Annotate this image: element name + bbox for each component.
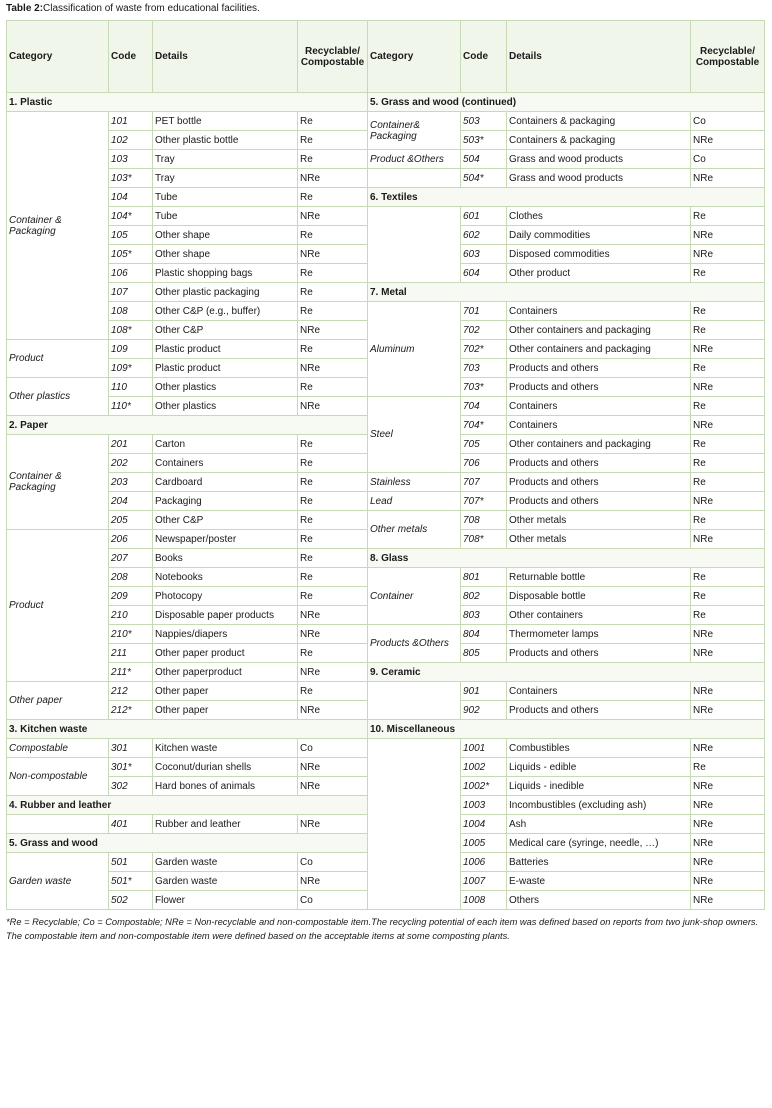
recyclable-cell: NRe <box>298 815 368 834</box>
code-cell: 108 <box>109 302 153 321</box>
detail-cell: Other C&P <box>153 511 298 530</box>
code-cell: 602 <box>461 226 507 245</box>
code-cell: 705 <box>461 435 507 454</box>
code-cell: 1007 <box>461 872 507 891</box>
table-row <box>7 625 765 644</box>
detail-cell: Containers <box>153 454 298 473</box>
table-row <box>7 568 765 587</box>
table-row <box>7 150 765 169</box>
recyclable-cell: Re <box>691 359 765 378</box>
detail-cell: Other C&P (e.g., buffer) <box>153 302 298 321</box>
detail-cell: Other metals <box>507 530 691 549</box>
category-other-metals: Other metals <box>368 511 461 549</box>
code-cell: 703 <box>461 359 507 378</box>
table-row <box>7 283 765 302</box>
code-cell: 211* <box>109 663 153 682</box>
code-cell: 202 <box>109 454 153 473</box>
detail-cell: Other metals <box>507 511 691 530</box>
recyclable-cell: Re <box>298 150 368 169</box>
section-paper: 2. Paper <box>7 416 368 435</box>
code-cell: 703* <box>461 378 507 397</box>
section-grass-wood-continued: 5. Grass and wood (continued) <box>368 93 765 112</box>
detail-cell: Other plastic packaging <box>153 283 298 302</box>
code-cell: 301 <box>109 739 153 758</box>
recyclable-cell: NRe <box>298 701 368 720</box>
recyclable-cell: Co <box>691 150 765 169</box>
section-plastic: 1. Plastic <box>7 93 368 112</box>
recyclable-cell: Co <box>298 739 368 758</box>
header-code-right: Code <box>461 21 507 93</box>
code-cell: 212 <box>109 682 153 701</box>
code-cell: 106 <box>109 264 153 283</box>
recyclable-cell: Re <box>298 492 368 511</box>
category-non-compostable: Non-compostable <box>7 758 109 796</box>
code-cell: 504 <box>461 150 507 169</box>
detail-cell: Containers <box>507 302 691 321</box>
code-cell: 708* <box>461 530 507 549</box>
code-cell: 501* <box>109 872 153 891</box>
category-garden-waste: Garden waste <box>7 853 109 910</box>
recyclable-cell: NRe <box>691 378 765 397</box>
code-cell: 802 <box>461 587 507 606</box>
recyclable-cell: Re <box>298 283 368 302</box>
detail-cell: Other containers and packaging <box>507 321 691 340</box>
recyclable-cell: Re <box>298 568 368 587</box>
empty-category-cell <box>368 682 461 720</box>
header-recyclable-line2: Compostable <box>695 56 760 68</box>
code-cell: 1005 <box>461 834 507 853</box>
code-cell: 708 <box>461 511 507 530</box>
category-aluminum: Aluminum <box>368 302 461 397</box>
detail-cell: Products and others <box>507 492 691 511</box>
recyclable-cell: Re <box>298 530 368 549</box>
recyclable-cell: Re <box>691 321 765 340</box>
recyclable-cell: Re <box>298 511 368 530</box>
code-cell: 201 <box>109 435 153 454</box>
code-cell: 107 <box>109 283 153 302</box>
recyclable-cell: Re <box>298 644 368 663</box>
code-cell: 105 <box>109 226 153 245</box>
code-cell: 503 <box>461 112 507 131</box>
header-row <box>7 21 765 93</box>
code-cell: 1001 <box>461 739 507 758</box>
table-row <box>7 397 765 416</box>
code-cell: 902 <box>461 701 507 720</box>
category-container-packaging: Container & Packaging <box>7 112 109 340</box>
table-row <box>7 492 765 511</box>
detail-cell: Other containers and packaging <box>507 435 691 454</box>
detail-cell: Medical care (syringe, needle, …) <box>507 834 691 853</box>
detail-cell: Products and others <box>507 701 691 720</box>
category-container: Container <box>368 568 461 625</box>
recyclable-cell: NRe <box>691 340 765 359</box>
detail-cell: Other shape <box>153 245 298 264</box>
recyclable-cell: Re <box>298 264 368 283</box>
recyclable-cell: Re <box>691 264 765 283</box>
detail-cell: Thermometer lamps <box>507 625 691 644</box>
detail-cell: Liquids - edible <box>507 758 691 777</box>
recyclable-cell: Re <box>691 606 765 625</box>
detail-cell: Clothes <box>507 207 691 226</box>
recyclable-cell: Re <box>298 188 368 207</box>
table-row <box>7 93 765 112</box>
code-cell: 901 <box>461 682 507 701</box>
detail-cell: Daily commodities <box>507 226 691 245</box>
code-cell: 501 <box>109 853 153 872</box>
recyclable-cell: NRe <box>691 834 765 853</box>
code-cell: 211 <box>109 644 153 663</box>
recyclable-cell: NRe <box>691 169 765 188</box>
detail-cell: Liquids - inedible <box>507 777 691 796</box>
code-cell: 104* <box>109 207 153 226</box>
header-category-left: Category <box>7 21 109 93</box>
empty-category-cell <box>368 207 461 283</box>
code-cell: 210* <box>109 625 153 644</box>
code-cell: 103 <box>109 150 153 169</box>
recyclable-cell: NRe <box>298 321 368 340</box>
detail-cell: Products and others <box>507 473 691 492</box>
category-product-others: Product &Others <box>368 150 461 169</box>
recyclable-cell: Re <box>691 587 765 606</box>
table-footnote: *Re = Recyclable; Co = Compostable; NRe = Non-recyclable and non-compostable item.The recycling potential of each item was defined based on reports from two junk-shop owners. The compostable item and non-compostable item were defined based on the acceptable items at some composting plants. <box>6 917 759 941</box>
detail-cell: Products and others <box>507 359 691 378</box>
detail-cell: Notebooks <box>153 568 298 587</box>
recyclable-cell: Re <box>691 397 765 416</box>
table-row <box>7 739 765 758</box>
detail-cell: PET bottle <box>153 112 298 131</box>
code-cell: 704* <box>461 416 507 435</box>
code-cell: 203 <box>109 473 153 492</box>
code-cell: 707 <box>461 473 507 492</box>
code-cell: 803 <box>461 606 507 625</box>
code-cell: 102 <box>109 131 153 150</box>
detail-cell: Tray <box>153 169 298 188</box>
recyclable-cell: Re <box>298 112 368 131</box>
code-cell: 1004 <box>461 815 507 834</box>
code-cell: 706 <box>461 454 507 473</box>
recyclable-cell: Re <box>691 473 765 492</box>
detail-cell: Carton <box>153 435 298 454</box>
empty-category-cell <box>368 169 461 188</box>
table-row <box>7 511 765 530</box>
section-rubber-leather: 4. Rubber and leather <box>7 796 368 815</box>
detail-cell: Plastic shopping bags <box>153 264 298 283</box>
category-products-others: Products &Others <box>368 625 461 663</box>
recyclable-cell: Re <box>298 302 368 321</box>
code-cell: 805 <box>461 644 507 663</box>
section-grass-wood: 5. Grass and wood <box>7 834 368 853</box>
detail-cell: Disposed commodities <box>507 245 691 264</box>
header-recyclable-left <box>298 21 368 93</box>
code-cell: 1002* <box>461 777 507 796</box>
code-cell: 205 <box>109 511 153 530</box>
recyclable-cell: Re <box>691 758 765 777</box>
detail-cell: Coconut/durian shells <box>153 758 298 777</box>
header-recyclable-line1: Recyclable/ <box>304 45 361 57</box>
recyclable-cell: NRe <box>298 872 368 891</box>
code-cell: 301* <box>109 758 153 777</box>
recyclable-cell: NRe <box>691 530 765 549</box>
code-cell: 503* <box>461 131 507 150</box>
recyclable-cell: NRe <box>691 682 765 701</box>
empty-category-cell <box>7 815 109 834</box>
recyclable-cell: NRe <box>298 397 368 416</box>
recyclable-cell: Re <box>691 454 765 473</box>
recyclable-cell: Re <box>298 131 368 150</box>
classification-table-wrapper <box>6 20 764 910</box>
detail-cell: Others <box>507 891 691 910</box>
section-textiles: 6. Textiles <box>368 188 765 207</box>
detail-cell: Other plastics <box>153 378 298 397</box>
category-other-paper: Other paper <box>7 682 109 720</box>
recyclable-cell: NRe <box>691 891 765 910</box>
detail-cell: Nappies/diapers <box>153 625 298 644</box>
recyclable-cell: NRe <box>691 853 765 872</box>
recyclable-cell: NRe <box>691 245 765 264</box>
table-row <box>7 682 765 701</box>
table-row <box>7 169 765 188</box>
table-row <box>7 188 765 207</box>
detail-cell: Rubber and leather <box>153 815 298 834</box>
code-cell: 209 <box>109 587 153 606</box>
recyclable-cell: Re <box>298 454 368 473</box>
detail-cell: Other paper <box>153 682 298 701</box>
code-cell: 108* <box>109 321 153 340</box>
detail-cell: Incombustibles (excluding ash) <box>507 796 691 815</box>
table-row <box>7 207 765 226</box>
detail-cell: Containers <box>507 397 691 416</box>
detail-cell: Newspaper/poster <box>153 530 298 549</box>
code-cell: 702* <box>461 340 507 359</box>
code-cell: 210 <box>109 606 153 625</box>
recyclable-cell: Re <box>691 568 765 587</box>
code-cell: 603 <box>461 245 507 264</box>
recyclable-cell: NRe <box>691 701 765 720</box>
recyclable-cell: Co <box>298 891 368 910</box>
header-recyclable-line2: Compostable <box>300 56 365 68</box>
detail-cell: Containers & packaging <box>507 112 691 131</box>
code-cell: 212* <box>109 701 153 720</box>
detail-cell: Packaging <box>153 492 298 511</box>
detail-cell: Garden waste <box>153 853 298 872</box>
recyclable-cell: NRe <box>691 492 765 511</box>
recyclable-cell: NRe <box>691 739 765 758</box>
recyclable-cell: Re <box>298 587 368 606</box>
detail-cell: Garden waste <box>153 872 298 891</box>
code-cell: 103* <box>109 169 153 188</box>
recyclable-cell: Re <box>298 473 368 492</box>
recyclable-cell: NRe <box>298 663 368 682</box>
recyclable-cell: Re <box>691 207 765 226</box>
code-cell: 110 <box>109 378 153 397</box>
section-metal: 7. Metal <box>368 283 765 302</box>
table-row <box>7 473 765 492</box>
recyclable-cell: NRe <box>691 815 765 834</box>
code-cell: 702 <box>461 321 507 340</box>
code-cell: 701 <box>461 302 507 321</box>
detail-cell: Disposable paper products <box>153 606 298 625</box>
table-row <box>7 720 765 739</box>
recyclable-cell: Re <box>298 435 368 454</box>
detail-cell: Plastic product <box>153 340 298 359</box>
code-cell: 801 <box>461 568 507 587</box>
header-category-right: Category <box>368 21 461 93</box>
recyclable-cell: NRe <box>298 245 368 264</box>
recyclable-cell: NRe <box>691 226 765 245</box>
recyclable-cell: Re <box>691 435 765 454</box>
recyclable-cell: Re <box>298 226 368 245</box>
detail-cell: Other containers <box>507 606 691 625</box>
detail-cell: Other plastics <box>153 397 298 416</box>
code-cell: 206 <box>109 530 153 549</box>
code-cell: 105* <box>109 245 153 264</box>
code-cell: 109 <box>109 340 153 359</box>
code-cell: 401 <box>109 815 153 834</box>
detail-cell: Cardboard <box>153 473 298 492</box>
detail-cell: Flower <box>153 891 298 910</box>
detail-cell: Combustibles <box>507 739 691 758</box>
table-row <box>7 302 765 321</box>
code-cell: 207 <box>109 549 153 568</box>
detail-cell: Kitchen waste <box>153 739 298 758</box>
code-cell: 104 <box>109 188 153 207</box>
code-cell: 302 <box>109 777 153 796</box>
header-code-left: Code <box>109 21 153 93</box>
recyclable-cell: Re <box>298 340 368 359</box>
detail-cell: Containers <box>507 416 691 435</box>
detail-cell: Tray <box>153 150 298 169</box>
detail-cell: Grass and wood products <box>507 169 691 188</box>
recyclable-cell: Re <box>298 682 368 701</box>
code-cell: 1008 <box>461 891 507 910</box>
recyclable-cell: NRe <box>691 796 765 815</box>
code-cell: 101 <box>109 112 153 131</box>
code-cell: 110* <box>109 397 153 416</box>
recyclable-cell: NRe <box>298 758 368 777</box>
recyclable-cell: Co <box>691 112 765 131</box>
detail-cell: Hard bones of animals <box>153 777 298 796</box>
recyclable-cell: Re <box>691 302 765 321</box>
detail-cell: Products and others <box>507 644 691 663</box>
recyclable-cell: NRe <box>298 169 368 188</box>
recyclable-cell: NRe <box>298 777 368 796</box>
code-cell: 604 <box>461 264 507 283</box>
category-product: Product <box>7 340 109 378</box>
detail-cell: Other paper product <box>153 644 298 663</box>
code-cell: 504* <box>461 169 507 188</box>
section-ceramic: 9. Ceramic <box>368 663 765 682</box>
category-container-packaging: Container & Packaging <box>7 435 109 530</box>
category-container-packaging: Container& Packaging <box>368 112 461 150</box>
table-caption <box>6 3 260 14</box>
detail-cell: Products and others <box>507 378 691 397</box>
header-details-left: Details <box>153 21 298 93</box>
header-recyclable-right <box>691 21 765 93</box>
detail-cell: Containers & packaging <box>507 131 691 150</box>
header-recyclable-line1: Recyclable/ <box>699 45 756 57</box>
table-row <box>7 112 765 131</box>
detail-cell: Batteries <box>507 853 691 872</box>
detail-cell: Products and others <box>507 454 691 473</box>
recyclable-cell: NRe <box>298 359 368 378</box>
detail-cell: Returnable bottle <box>507 568 691 587</box>
code-cell: 707* <box>461 492 507 511</box>
code-cell: 1003 <box>461 796 507 815</box>
section-miscellaneous: 10. Miscellaneous <box>368 720 765 739</box>
code-cell: 1006 <box>461 853 507 872</box>
recyclable-cell: NRe <box>298 625 368 644</box>
category-steel: Steel <box>368 397 461 473</box>
category-stainless: Stainless <box>368 473 461 492</box>
recyclable-cell: NRe <box>691 625 765 644</box>
section-kitchen-waste: 3. Kitchen waste <box>7 720 368 739</box>
code-cell: 601 <box>461 207 507 226</box>
detail-cell: Other product <box>507 264 691 283</box>
table-row <box>7 663 765 682</box>
recyclable-cell: Re <box>691 511 765 530</box>
detail-cell: Grass and wood products <box>507 150 691 169</box>
empty-category-cell <box>368 739 461 910</box>
table-row <box>7 549 765 568</box>
recyclable-cell: NRe <box>691 644 765 663</box>
category-product: Product <box>7 530 109 682</box>
recyclable-cell: NRe <box>691 416 765 435</box>
recyclable-cell: Co <box>298 853 368 872</box>
detail-cell: Other plastic bottle <box>153 131 298 150</box>
category-lead: Lead <box>368 492 461 511</box>
recyclable-cell: NRe <box>298 207 368 226</box>
section-glass: 8. Glass <box>368 549 765 568</box>
code-cell: 204 <box>109 492 153 511</box>
table-caption-label: Table 2: <box>6 3 44 14</box>
detail-cell: E-waste <box>507 872 691 891</box>
code-cell: 804 <box>461 625 507 644</box>
category-other-plastics: Other plastics <box>7 378 109 416</box>
recyclable-cell: NRe <box>691 777 765 796</box>
code-cell: 1002 <box>461 758 507 777</box>
detail-cell: Ash <box>507 815 691 834</box>
detail-cell: Books <box>153 549 298 568</box>
detail-cell: Other C&P <box>153 321 298 340</box>
table-caption-text: Classification of waste from educational facilities. <box>43 3 260 14</box>
detail-cell: Tube <box>153 188 298 207</box>
detail-cell: Disposable bottle <box>507 587 691 606</box>
classification-table <box>6 20 765 910</box>
code-cell: 109* <box>109 359 153 378</box>
recyclable-cell: NRe <box>298 606 368 625</box>
detail-cell: Containers <box>507 682 691 701</box>
detail-cell: Other shape <box>153 226 298 245</box>
detail-cell: Other paperproduct <box>153 663 298 682</box>
recyclable-cell: NRe <box>691 872 765 891</box>
detail-cell: Tube <box>153 207 298 226</box>
recyclable-cell: Re <box>298 378 368 397</box>
detail-cell: Photocopy <box>153 587 298 606</box>
detail-cell: Other paper <box>153 701 298 720</box>
recyclable-cell: Re <box>298 549 368 568</box>
code-cell: 502 <box>109 891 153 910</box>
header-details-right: Details <box>507 21 691 93</box>
code-cell: 704 <box>461 397 507 416</box>
recyclable-cell: NRe <box>691 131 765 150</box>
category-compostable: Compostable <box>7 739 109 758</box>
code-cell: 208 <box>109 568 153 587</box>
detail-cell: Plastic product <box>153 359 298 378</box>
detail-cell: Other containers and packaging <box>507 340 691 359</box>
